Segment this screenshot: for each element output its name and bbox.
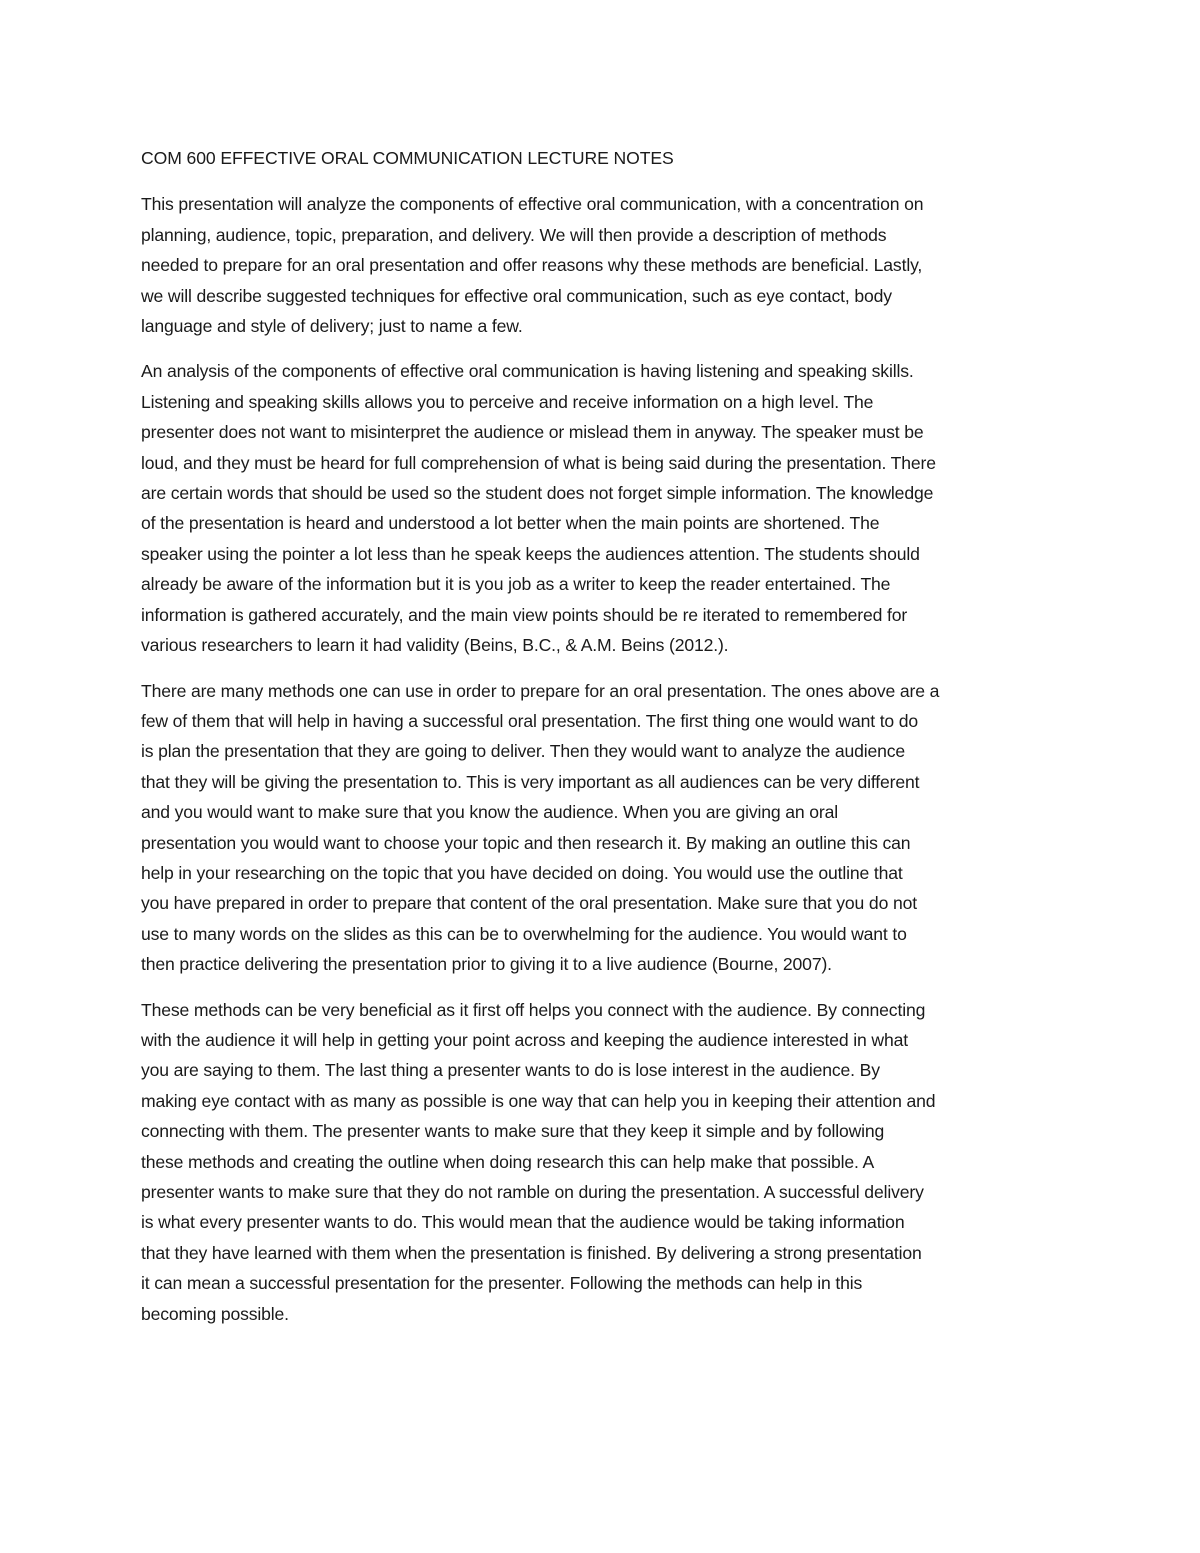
paragraph-4 — [141, 995, 1061, 1329]
text-line: loud, and they must be heard for full comprehension of what is being said during the presentation. There — [141, 452, 936, 473]
document-body — [141, 143, 1061, 1344]
text-line: that they have learned with them when the presentation is finished. By delivering a strong presentation — [141, 1242, 922, 1263]
text-line: speaker using the pointer a lot less than he speak keeps the audiences attention. The students should — [141, 543, 920, 564]
text-line: There are many methods one can use in order to prepare for an oral presentation. The ones above are a — [141, 680, 940, 701]
text-line: presenter does not want to misinterpret the audience or mislead them in anyway. The speaker must be — [141, 422, 924, 443]
text-line: connecting with them. The presenter wants to make sure that they keep it simple and by following — [141, 1121, 885, 1142]
text-line: various researchers to learn it had validity (Beins, B.C., & A.M. Beins (2012.). — [141, 635, 729, 656]
text-line: that they will be giving the presentation to. This is very important as all audiences can be very different — [141, 771, 920, 792]
text-line: of the presentation is heard and understood a lot better when the main points are shortened. The — [141, 513, 880, 534]
text-line: planning, audience, topic, preparation, and delivery. We will then provide a description of methods — [141, 224, 887, 245]
text-line: is plan the presentation that they are going to deliver. Then they would want to analyze the audience — [141, 741, 906, 762]
text-line: presentation you would want to choose your topic and then research it. By making an outline this can — [141, 832, 911, 853]
text-line: you have prepared in order to prepare that content of the oral presentation. Make sure that you do not — [141, 893, 917, 914]
text-line: with the audience it will help in getting your point across and keeping the audience interested in what — [141, 1029, 908, 1050]
text-line: This presentation will analyze the components of effective oral communication, with a concentration on — [141, 194, 924, 215]
text-line: few of them that will help in having a successful oral presentation. The first thing one would want to do — [141, 710, 919, 731]
text-line: These methods can be very beneficial as it first off helps you connect with the audience. By connecting — [141, 999, 926, 1020]
text-line: becoming possible. — [141, 1303, 289, 1324]
text-line: making eye contact with as many as possible is one way that can help you in keeping their attention and — [141, 1090, 936, 1111]
text-line: language and style of delivery; just to name a few. — [141, 316, 523, 337]
text-line: is what every presenter wants to do. This would mean that the audience would be taking information — [141, 1212, 905, 1233]
paragraph-1 — [141, 189, 1061, 341]
text-line: and you would want to make sure that you know the audience. When you are giving an oral — [141, 802, 838, 823]
text-line: Listening and speaking skills allows you to perceive and receive information on a high level. The — [141, 391, 874, 412]
text-line: are certain words that should be used so the student does not forget simple information. The knowledge — [141, 483, 934, 504]
text-line: you are saying to them. The last thing a presenter wants to do is lose interest in the audience. By — [141, 1060, 880, 1081]
text-line: then practice delivering the presentation prior to giving it to a live audience (Bourne, 2007). — [141, 954, 832, 975]
text-line: presenter wants to make sure that they do not ramble on during the presentation. A successful delivery — [141, 1182, 924, 1202]
text-line: it can mean a successful presentation for the presenter. Following the methods can help in this — [141, 1273, 863, 1294]
text-line: use to many words on the slides as this can be to overwhelming for the audience. You would want to — [141, 923, 907, 944]
paragraph-3 — [141, 676, 1061, 980]
paragraph-2 — [141, 356, 1061, 660]
text-line: information is gathered accurately, and the main view points should be re iterated to remembered for — [141, 604, 908, 625]
document-title: COM 600 EFFECTIVE ORAL COMMUNICATION LECTURE NOTES — [141, 148, 674, 168]
text-line: help in your researching on the topic that you have decided on doing. You would use the outline that — [141, 862, 903, 883]
text-line: An analysis of the components of effective oral communication is having listening and speaking skills. — [141, 361, 914, 382]
text-line: already be aware of the information but it is you job as a writer to keep the reader entertained. The — [141, 574, 891, 595]
text-line: we will describe suggested techniques for effective oral communication, such as eye contact, body — [141, 285, 892, 306]
text-line: these methods and creating the outline when doing research this can help make that possible. A — [141, 1151, 875, 1172]
text-line: needed to prepare for an oral presentation and offer reasons why these methods are beneficial. Lastly, — [141, 255, 923, 276]
